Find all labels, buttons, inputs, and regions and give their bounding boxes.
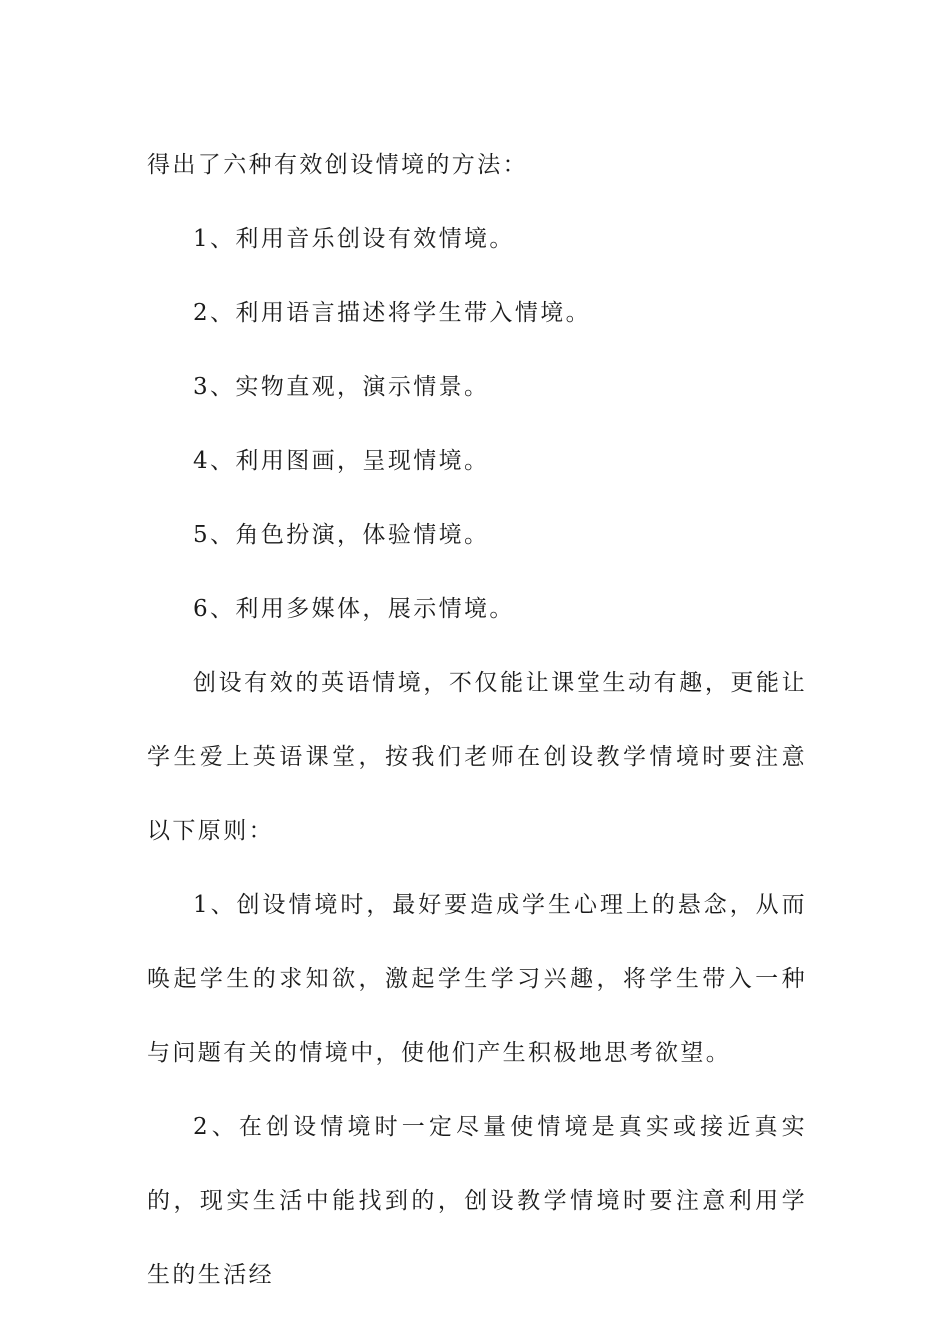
list-item-method-2: 2、利用语言描述将学生带入情境。	[193, 300, 592, 326]
list-item-method-1: 1、利用音乐创设有效情境。	[193, 226, 515, 252]
list-item-method-3: 3、实物直观，演示情景。	[193, 374, 490, 400]
paragraph-intro: 得出了六种有效创设情境的方法：	[147, 152, 528, 178]
document-body	[147, 128, 807, 1312]
list-item-method-6: 6、利用多媒体，展示情境。	[193, 596, 515, 622]
paragraph-principles-intro: 创设有效的英语情境，不仅能让课堂生动有趣，更能让学生爱上英语课堂，按我们老师在创设教学情境时要注意以下原则：	[147, 670, 807, 844]
list-item-method-4: 4、利用图画，呈现情境。	[193, 448, 490, 474]
list-item-principle-2: 2、在创设情境时一定尽量使情境是真实或接近真实的，现实生活中能找到的，创设教学情境时要注意利用学生的生活经	[147, 1114, 807, 1288]
list-item-method-5: 5、角色扮演，体验情境。	[193, 522, 490, 548]
list-item-principle-1: 1、创设情境时，最好要造成学生心理上的悬念，从而唤起学生的求知欲，激起学生学习兴趣，将学生带入一种与问题有关的情境中，使他们产生积极地思考欲望。	[147, 892, 807, 1066]
